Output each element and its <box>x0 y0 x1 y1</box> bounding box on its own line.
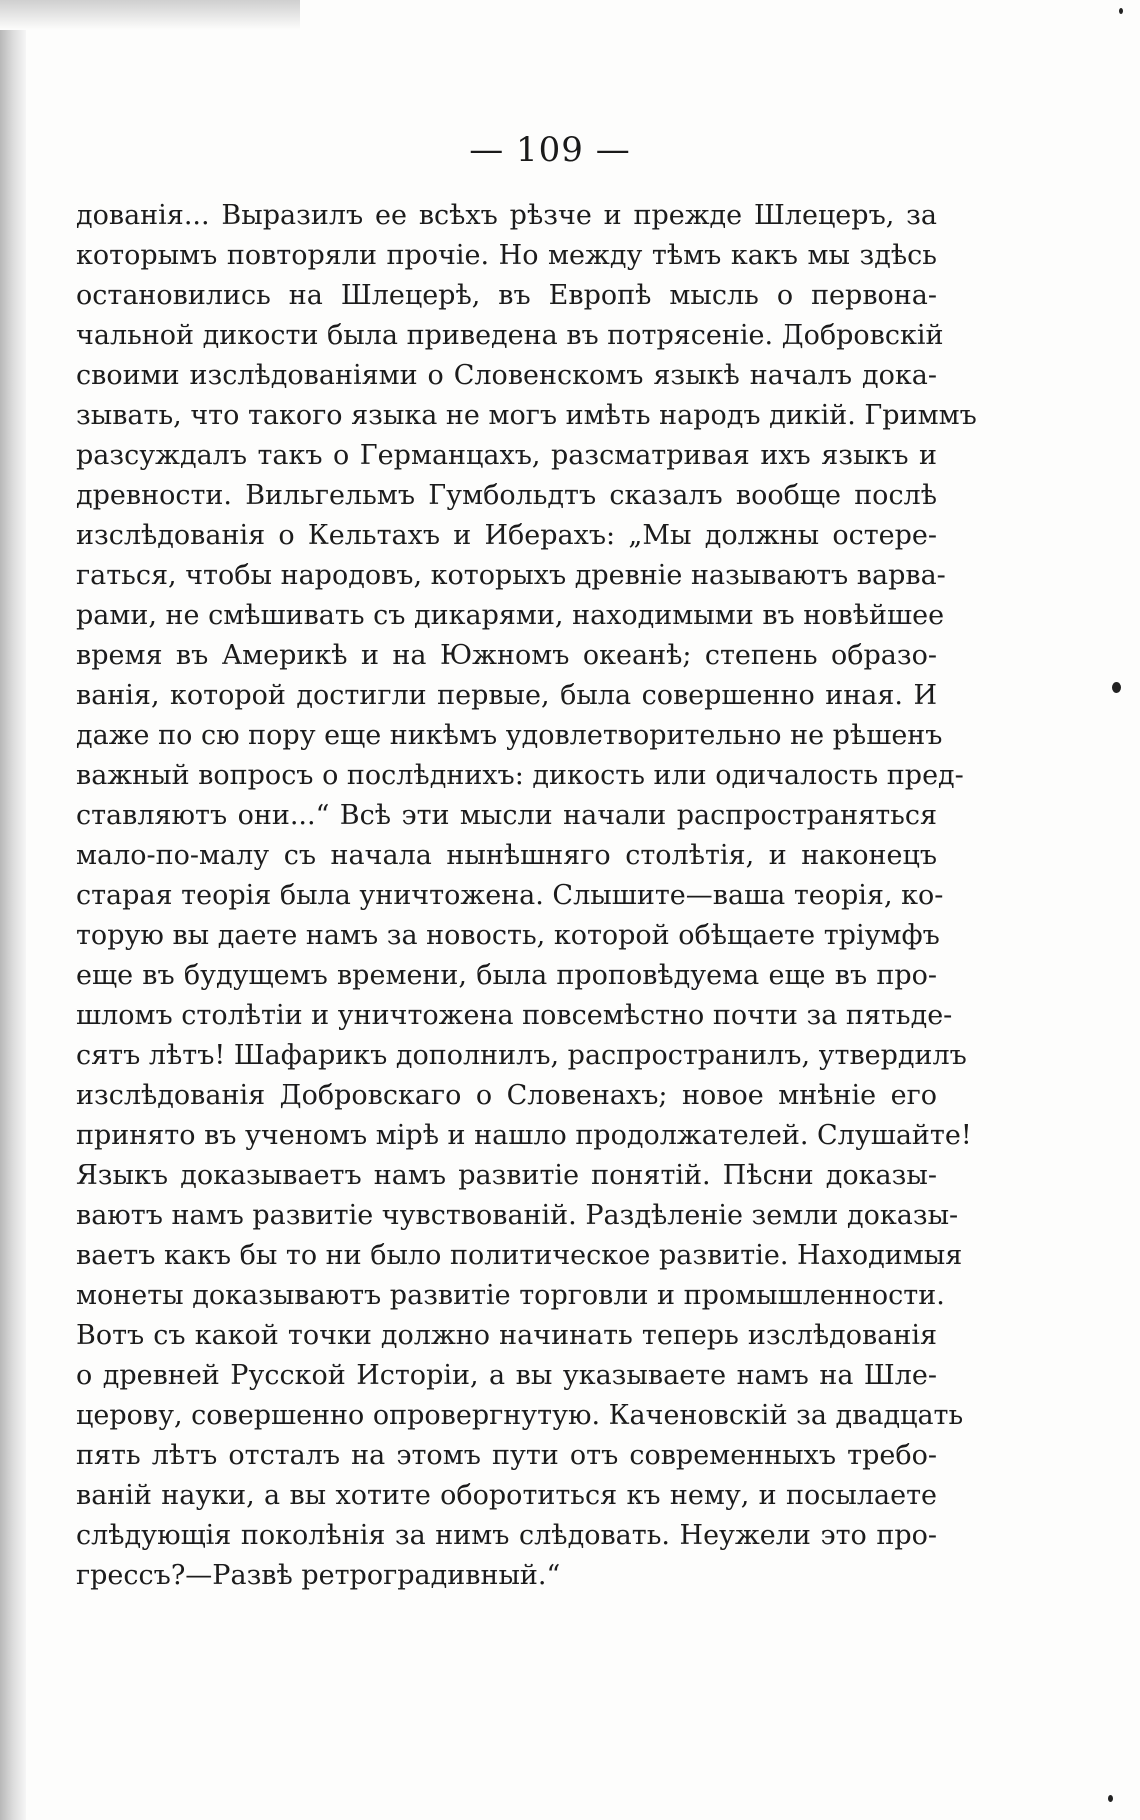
text-line: время въ Америкѣ и на Южномъ океанѣ; степень образо- <box>76 640 937 671</box>
text-line: мало-по-малу съ начала нынѣшняго столѣтія, и наконецъ <box>76 840 937 871</box>
ink-speck <box>1119 8 1123 14</box>
text-line: ванія, которой достигли первые, была совершенно иная. И <box>76 680 937 711</box>
ink-speck <box>1112 682 1121 693</box>
text-line: церову, совершенно опровергнутую. Каченовскій за двадцать <box>76 1400 964 1431</box>
text-line: своими изслѣдованіями о Словенскомъ языкѣ началъ дока- <box>76 360 937 391</box>
text-line: чальной дикости была приведена въ потрясеніе. Добровскій <box>76 320 944 351</box>
text-line: остановились на Шлецерѣ, въ Европѣ мысль о первона- <box>76 280 937 311</box>
text-line: принято въ ученомъ мірѣ и нашло продолжателей. Слушайте! <box>76 1120 972 1151</box>
text-line: Языкъ доказываетъ намъ развитіе понятій. Пѣсни доказы- <box>76 1160 937 1191</box>
text-line: торую вы даете намъ за новость, которой обѣщаете тріумфъ <box>76 920 940 951</box>
text-line: рами, не смѣшивать съ дикарями, находимыми въ новѣйшее <box>76 600 945 631</box>
text-line: о древней Русской Исторіи, а вы указываете намъ на Шле- <box>76 1360 937 1391</box>
text-line: еще въ будущемъ времени, была проповѣдуема еще въ про- <box>76 960 937 991</box>
text-line-last: грессъ?—Развѣ ретроградивный.“ <box>76 1560 561 1591</box>
scan-shadow-left <box>0 0 26 1820</box>
text-line: старая теорія была уничтожена. Слышите—ваша теорія, ко- <box>76 880 944 911</box>
text-line: даже по сю пору еще никѣмъ удовлетворительно не рѣшенъ <box>76 720 943 751</box>
text-line: пять лѣтъ отсталъ на этомъ пути отъ современныхъ требо- <box>76 1440 937 1471</box>
text-line: гаться, чтобы народовъ, которыхъ древніе называютъ варва- <box>76 560 946 591</box>
text-line: ваній науки, а вы хотите оборотиться къ нему, и посылаете <box>76 1480 937 1511</box>
text-line: ставляютъ они...“ Всѣ эти мысли начали распространяться <box>76 800 937 831</box>
ink-speck <box>1108 1795 1113 1802</box>
text-line: монеты доказываютъ развитіе торговли и промышленности. <box>76 1280 945 1311</box>
text-line: шломъ столѣтіи и уничтожена повсемѣстно почти за пятьде- <box>76 1000 953 1031</box>
text-line: ваютъ намъ развитіе чувствованій. Раздѣленіе земли доказы- <box>76 1200 959 1231</box>
text-line: слѣдующія поколѣнія за нимъ слѣдовать. Неужели это про- <box>76 1520 937 1551</box>
page-number: — 109 — <box>469 130 631 170</box>
text-line: изслѣдованія Добровскаго о Словенахъ; новое мнѣніе его <box>76 1080 937 1111</box>
text-line: Вотъ съ какой точки должно начинать теперь изслѣдованія <box>76 1320 937 1351</box>
text-line: сятъ лѣтъ! Шафарикъ дополнилъ, распространилъ, утвердилъ <box>76 1040 967 1071</box>
text-line: древности. Вильгельмъ Гумбольдтъ сказалъ вообще послѣ <box>76 480 937 511</box>
text-line: зывать, что такого языка не могъ имѣть народъ дикій. Гриммъ <box>76 400 977 431</box>
body-text <box>76 196 977 1596</box>
text-line: ваетъ какъ бы то ни было политическое развитіе. Находимыя <box>76 1240 963 1271</box>
text-line: изслѣдованія о Кельтахъ и Иберахъ: „Мы должны остере- <box>76 520 937 551</box>
text-line: важный вопросъ о послѣднихъ: дикость или одичалость пред- <box>76 760 964 791</box>
text-line: которымъ повторяли прочіе. Но между тѣмъ какъ мы здѣсь <box>76 240 937 271</box>
text-line: разсуждалъ такъ о Германцахъ, разсматривая ихъ языкъ и <box>76 440 937 471</box>
text-line: дованія... Выразилъ ее всѣхъ рѣзче и прежде Шлецеръ, за <box>76 200 937 231</box>
scan-shadow-top <box>0 0 300 30</box>
